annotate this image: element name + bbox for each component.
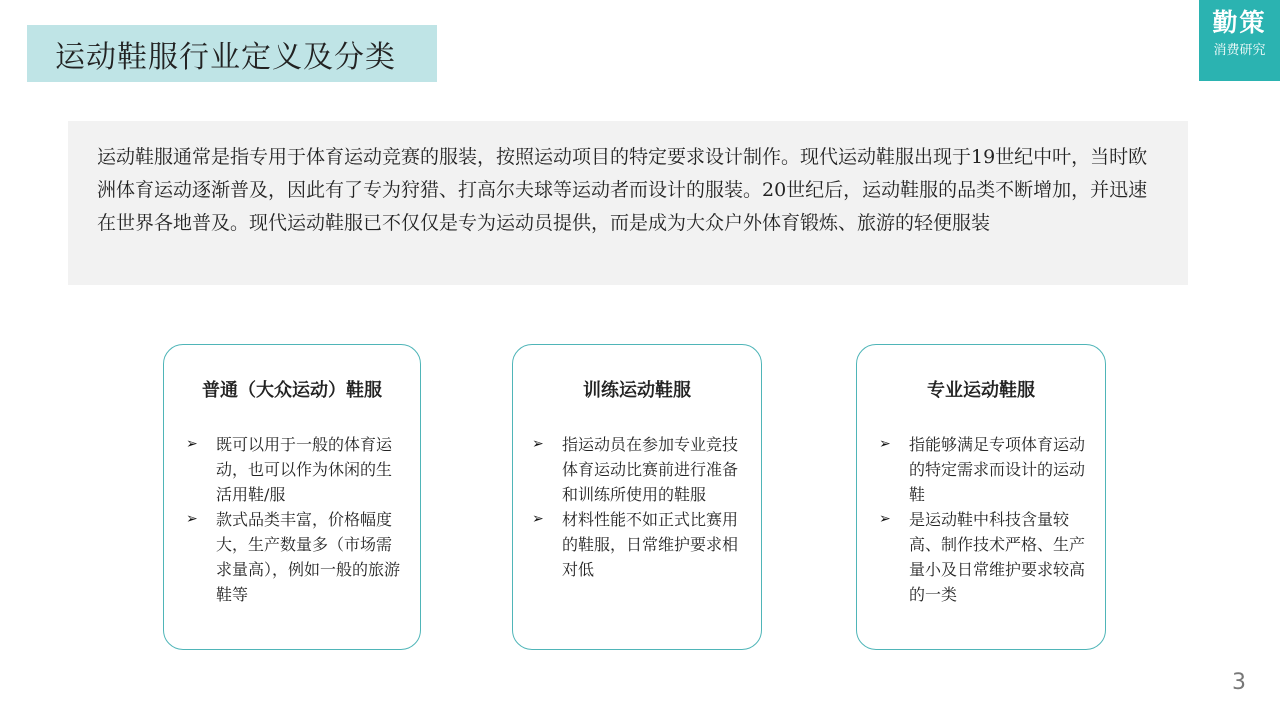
list-item	[532, 432, 742, 507]
card-title: 训练运动鞋服	[583, 380, 691, 401]
card-list	[186, 432, 400, 607]
title-banner	[27, 25, 437, 82]
list-item-text: 既可以用于一般的体育运动，也可以作为休闲的生活用鞋/服	[216, 435, 393, 504]
list-item-text: 指能够满足专项体育运动的特定需求而设计的运动鞋	[909, 435, 1086, 504]
arrowhead-bullet-icon: ➢	[879, 436, 891, 452]
logo-main-text: 勤策	[1212, 8, 1267, 37]
arrowhead-bullet-icon: ➢	[532, 436, 544, 452]
list-item-text: 指运动员在参加专业竞技体育运动比赛前进行准备和训练所使用的鞋服	[562, 435, 739, 504]
card-list	[879, 432, 1089, 607]
card-title: 专业运动鞋服	[927, 380, 1035, 401]
intro-paragraph: 运动鞋服通常是指专用于体育运动竞赛的服装，按照运动项目的特定要求设计制作。现代运动鞋服出现于19世纪中叶，当时欧洲体育运动逐渐普及，因此有了专为狩猎、打高尔夫球等运动者而设计的服装。20世纪后，运动鞋服的品类不断增加，并迅速在世界各地普及。现代运动鞋服已不仅仅是专为运动员提供，而是成为大众户外体育锻炼、旅游的轻便服装	[97, 146, 1148, 234]
list-item	[532, 507, 742, 582]
arrowhead-bullet-icon: ➢	[186, 436, 198, 452]
card-general	[163, 344, 421, 650]
arrowhead-bullet-icon: ➢	[532, 511, 544, 527]
arrowhead-bullet-icon: ➢	[186, 511, 198, 527]
card-list	[532, 432, 742, 582]
intro-box	[68, 121, 1188, 285]
page-number: 3	[1232, 670, 1246, 695]
list-item-text: 材料性能不如正式比赛用的鞋服，日常维护要求相对低	[562, 510, 739, 579]
list-item	[879, 432, 1089, 507]
list-item	[186, 432, 400, 507]
brand-logo	[1199, 0, 1280, 81]
arrowhead-bullet-icon: ➢	[879, 511, 891, 527]
list-item-text: 是运动鞋中科技含量较高、制作技术严格、生产量小及日常维护要求较高的一类	[909, 510, 1086, 604]
card-title: 普通（大众运动）鞋服	[202, 380, 382, 401]
card-professional	[856, 344, 1106, 650]
page-title: 运动鞋服行业定义及分类	[55, 39, 396, 75]
list-item	[879, 507, 1089, 607]
list-item	[186, 507, 400, 607]
card-training	[512, 344, 762, 650]
logo-sub-text: 消费研究	[1213, 43, 1266, 58]
list-item-text: 款式品类丰富，价格幅度大，生产数量多（市场需求量高），例如一般的旅游鞋等	[216, 510, 401, 604]
